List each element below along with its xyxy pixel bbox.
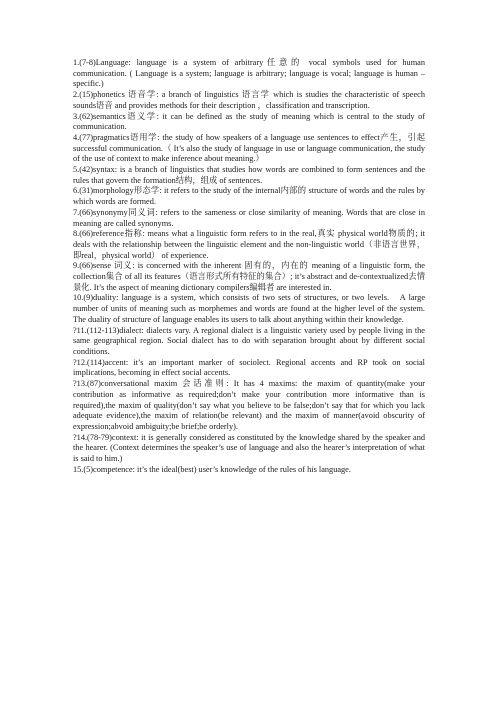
entry-semantics: 3.(62)semantics语义学: it can be defined as the study of meaning which is central to the study of communication. [73, 111, 425, 132]
entry-sense: 9.(66)sense 词义: is concerned with the inherent 固有的，内在的 meaning of a linguistic form, the collection集合 of all its features（语言形式所有特征的集合）; it’s abstract and de-contextualized去情景化. It’s the aspect of meaning dictionary compilers编辑者 are interested in. [73, 261, 425, 292]
entry-duality: 10.(9)duality: language is a system, which consists of two sets of structures, or two levels. A large number of units of meaning such as morphemes and words are found at the higher level of the system. The duality of structure of language enables its users to talk about anything within their knowledge. [73, 293, 425, 324]
entry-synonymy: 7.(66)synonymy同义词: refers to the sameness or close similarity of meaning. Words that are close in meaning are called synonyms. [73, 207, 425, 228]
entry-accent: ?12.(114)accent: it’s an important marker of sociolect. Regional accents and RP took on social implications, becoming in effect social accents. [73, 357, 425, 378]
entry-syntax: 5.(42)syntax: is a branch of linguistics that studies how words are combined to form sentences and the rules that govern the formation结构，组成 of sentences. [73, 165, 425, 185]
entry-language: 1.(7-8)Language: language is a system of arbitrary任意的 vocal symbols used for human communication. ( Language is a system; language is arbitrary; language is vocal; language is human –specific.) [73, 58, 425, 89]
entry-context: ?14.(78-79)context: it is generally considered as constituted by the knowledge shared by the speaker and the hearer. (Context determines the speaker’s use of language and also the hearer’s interpretation of what is said to him.) [73, 432, 425, 464]
entry-competence: 15.(5)competence: it’s the ideal(best) user’s knowledge of the rules of his language. [73, 464, 351, 474]
entry-conversational-maxim: ?13.(87)conversational maxim 会话准则: It has 4 maxims: the maxim of quantity(make your contribution as informative as required;don’t make your contribution more informative than is required),the maxim of quality(don’t say what you believe to be false;don’t say that for which you lack adequate evidence),the maxim of relation(be relevant) and the maxim of manner(avoid obscurity of expression;abvoid ambiguity;be brief;be orderly). [73, 379, 425, 431]
entry-reference: 8.(66)reference指称: means what a linguistic form refers to in the real,真实 physical world物质的; it deals with the relationship between the linguistic element and the non-linguistic world（非语言世界，即real，physical world） of experience. [73, 229, 425, 260]
entry-dialect: ?11.(112-113)dialect: dialects vary. A regional dialect is a linguistic variety used by people living in the same geographical region. Social dialect has to do with separation brought about by different social conditions. [73, 325, 425, 356]
entry-phonetics: 2.(15)phonetics 语音学: a branch of linguistics 语言学 which is studies the characteristic of speech sounds语音 and provides methods for their description ，classification and transcription. [73, 90, 425, 110]
entry-morphology: 6.(31)morphology形态学: it refers to the study of the internal内部的 structure of words and the rules by which words are formed. [73, 186, 425, 207]
entry-pragmatics: 4.(77)pragmatics语用学: the study of how speakers of a language use sentences to effect产生，引起 successful communication.（ It’s also the study of language in use or language communication, the study of the use of context to make inference about meaning.） [73, 132, 425, 164]
glossary-list [73, 58, 425, 475]
